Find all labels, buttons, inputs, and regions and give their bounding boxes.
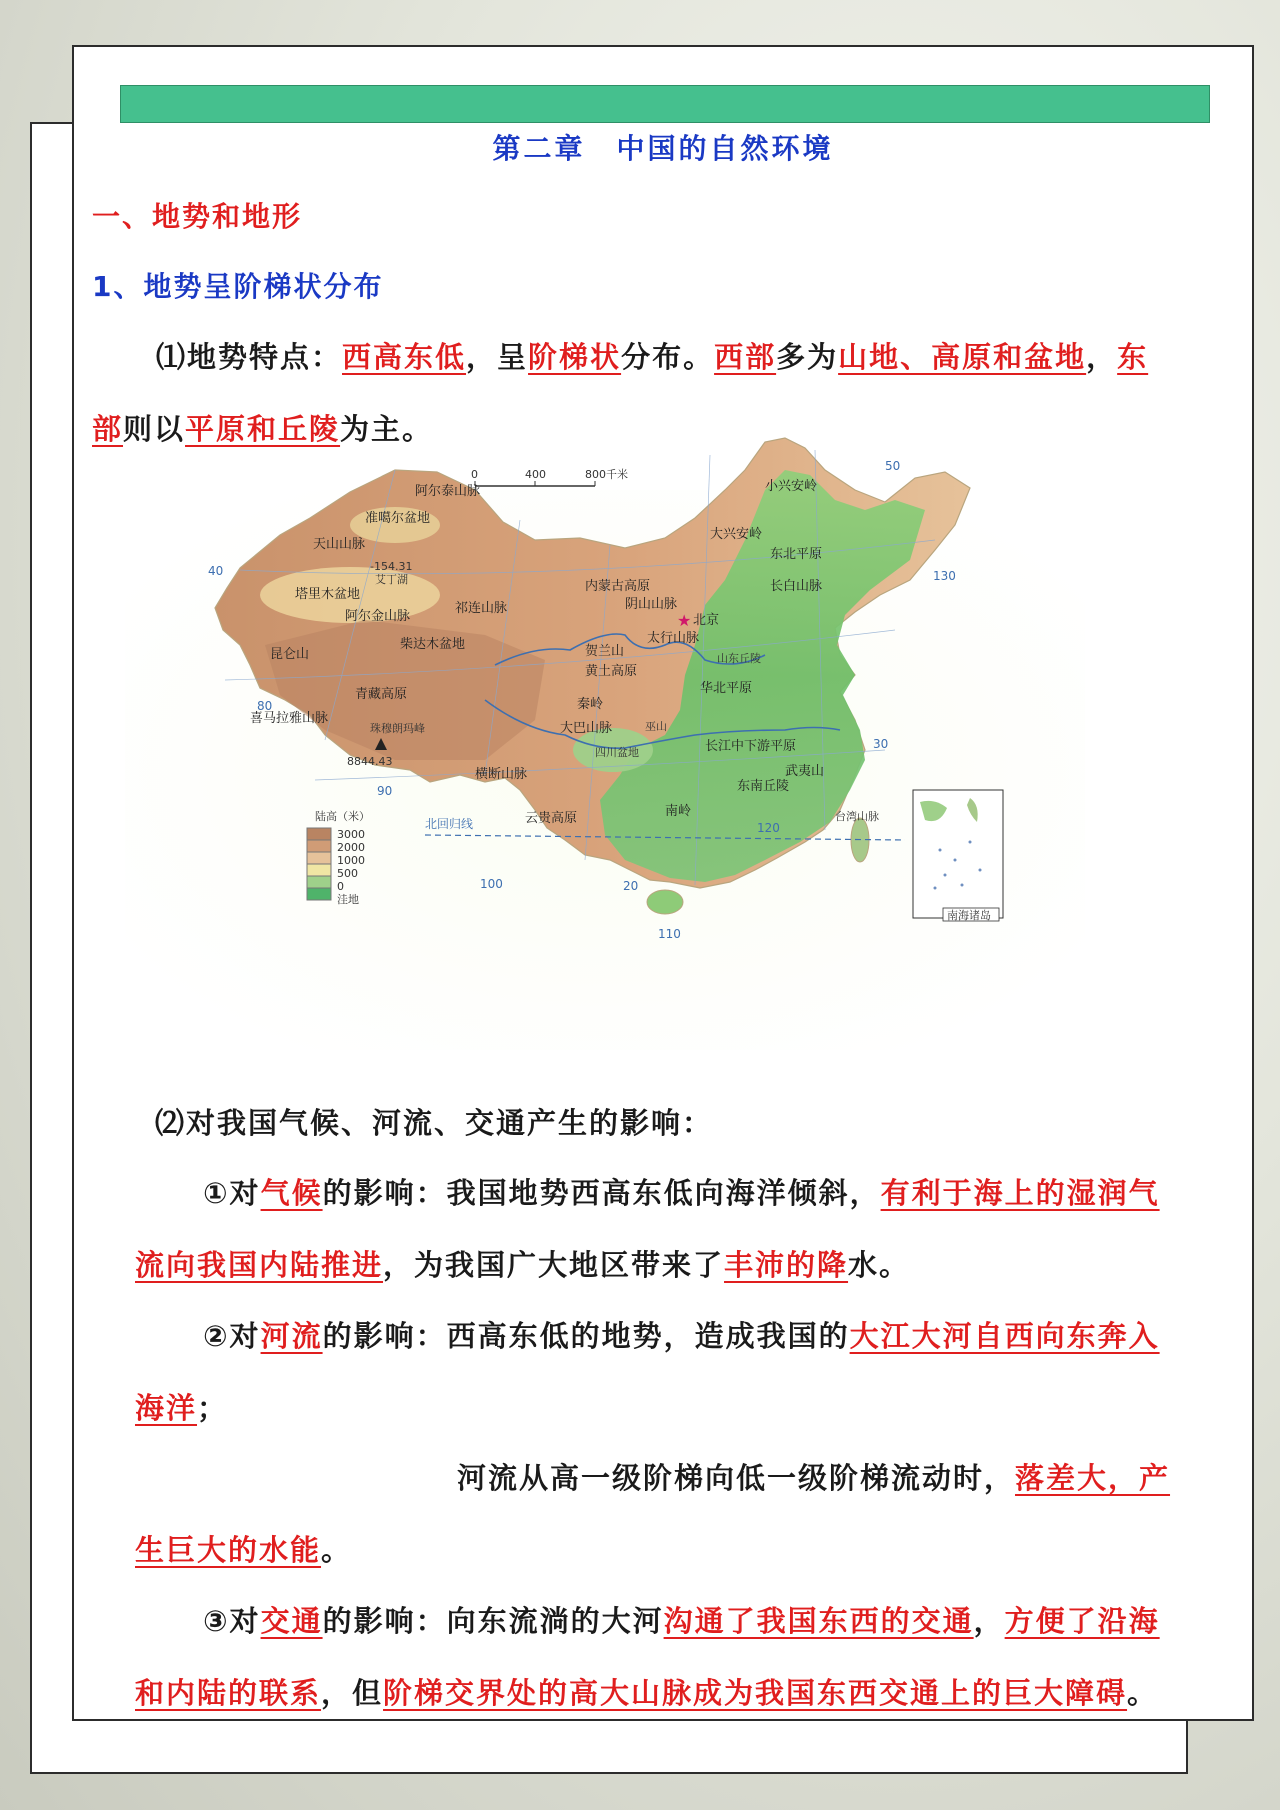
text: ③对 bbox=[203, 1604, 261, 1638]
climate-line-1 bbox=[135, 1157, 1195, 1229]
text: 的影响：我国地势西高东低向海洋倾斜， bbox=[322, 1176, 881, 1210]
label-qilian: 祁连山脉 bbox=[455, 601, 508, 616]
key-mountain-barrier: 阶梯交界处的高大山脉成为我国东西交通上的巨大障碍 bbox=[383, 1676, 1128, 1710]
text: 则以 bbox=[123, 412, 186, 446]
transport-line-1 bbox=[135, 1585, 1195, 1657]
key-moist-air-part2: 流向我国内陆推进 bbox=[135, 1248, 384, 1282]
latitude-label-30: 30 bbox=[873, 737, 889, 751]
scale-label-800: 800千米 bbox=[585, 468, 628, 481]
longitude-label-100: 100 bbox=[480, 877, 503, 891]
label-qinling: 秦岭 bbox=[577, 697, 604, 712]
text: 多为 bbox=[776, 340, 839, 374]
label-dabashan: 大巴山脉 bbox=[560, 721, 613, 736]
label-neimenggu: 内蒙古高原 bbox=[585, 579, 651, 594]
impact-heading bbox=[155, 1087, 713, 1159]
chapter-title: 第二章 中国的自然环境 bbox=[492, 132, 834, 165]
label-himalaya: 喜马拉雅山脉 bbox=[250, 711, 329, 726]
legend-value-depression: 洼地 bbox=[337, 893, 359, 906]
climate-impact-paragraph bbox=[135, 1157, 1195, 1301]
label-qingzang: 青藏高原 bbox=[355, 687, 408, 702]
climate-line-2 bbox=[135, 1229, 1195, 1301]
key-moist-air-part1: 有利于海上的湿润气 bbox=[880, 1176, 1160, 1210]
text: ，但 bbox=[321, 1676, 384, 1710]
label-xiaoxingan: 小兴安岭 bbox=[765, 479, 818, 494]
key-east-part2: 部 bbox=[92, 412, 124, 446]
key-mountains-plateaus: 山地、高原和盆地 bbox=[838, 340, 1087, 374]
hainan-island bbox=[647, 890, 683, 914]
legend-swatch-3000 bbox=[307, 828, 331, 840]
scale-bar bbox=[471, 467, 628, 486]
label-dongnan: 东南丘陵 bbox=[737, 779, 790, 794]
legend-value-3000: 3000 bbox=[337, 828, 365, 841]
label-junggar: 准噶尔盆地 bbox=[365, 511, 431, 526]
key-coast-inland-part1: 方便了沿海 bbox=[1004, 1604, 1160, 1638]
key-east-part1: 东 bbox=[1117, 340, 1149, 374]
key-east-west-link: 沟通了我国东西的交通 bbox=[663, 1604, 974, 1638]
label-shandong: 山东丘陵 bbox=[717, 652, 761, 665]
scale-label-400: 400 bbox=[525, 468, 546, 481]
capital-label: 北京 bbox=[693, 613, 720, 628]
key-rivers-east-part1: 大江大河自西向东奔入 bbox=[849, 1319, 1160, 1353]
scale-label-0: 0 bbox=[471, 468, 478, 481]
river-impact-paragraph bbox=[135, 1300, 1195, 1444]
legend-swatch-1000 bbox=[307, 852, 331, 864]
label-qaidam: 柴达木盆地 bbox=[400, 637, 466, 652]
tropic-label: 北回归线 bbox=[425, 817, 474, 831]
river-line-1 bbox=[135, 1300, 1195, 1372]
text: 。 bbox=[321, 1533, 353, 1567]
latitude-label-40: 40 bbox=[208, 564, 224, 578]
key-rivers-east-part2: 海洋 bbox=[135, 1391, 198, 1425]
longitude-label-120: 120 bbox=[757, 821, 780, 835]
para1-lead: ⑴地势特点： bbox=[156, 340, 343, 374]
label-yungui: 云贵高原 bbox=[525, 811, 578, 826]
label-wuyi: 武夷山 bbox=[785, 764, 825, 779]
label-tarim: 塔里木盆地 bbox=[295, 587, 361, 602]
key-climate: 气候 bbox=[260, 1176, 323, 1210]
legend-value-0: 0 bbox=[337, 880, 344, 893]
text: 为主。 bbox=[340, 412, 434, 446]
legend-swatch-depression bbox=[307, 888, 331, 900]
south-china-sea-inset bbox=[913, 790, 1003, 922]
longitude-label-110: 110 bbox=[658, 927, 681, 941]
hydropower-line-1 bbox=[135, 1442, 1195, 1514]
key-transport: 交通 bbox=[260, 1604, 323, 1638]
text: ，为我国广大地区带来了 bbox=[383, 1248, 725, 1282]
text: 河流从高一级阶梯向低一级阶梯流动时， bbox=[457, 1461, 1016, 1495]
legend-value-500: 500 bbox=[337, 867, 358, 880]
paragraph-line-1 bbox=[92, 321, 1232, 393]
text: ，呈 bbox=[466, 340, 529, 374]
key-west-high-east-low: 西高东低 bbox=[342, 340, 467, 374]
hydropower-line-2 bbox=[135, 1514, 1195, 1586]
label-helan: 贺兰山 bbox=[585, 644, 625, 659]
text: ； bbox=[197, 1391, 229, 1425]
text: 的影响：向东流淌的大河 bbox=[322, 1604, 664, 1638]
longitude-label-90: 90 bbox=[377, 784, 393, 798]
turpan-depth: -154.31 bbox=[370, 560, 413, 573]
label-taihang: 太行山脉 bbox=[647, 631, 700, 646]
everest-height: 8844.43 bbox=[347, 755, 393, 768]
text: 。 bbox=[1127, 1676, 1159, 1710]
key-abundant-rain: 丰沛的降 bbox=[724, 1248, 849, 1282]
latitude-label-20: 20 bbox=[623, 879, 639, 893]
text: 的影响：西高东低的地势，造成我国的 bbox=[322, 1319, 850, 1353]
longitude-label-130: 130 bbox=[933, 569, 956, 583]
key-staircase: 阶梯状 bbox=[528, 340, 622, 374]
label-changjiang: 长江中下游平原 bbox=[705, 739, 797, 754]
label-huabei: 华北平原 bbox=[700, 681, 753, 696]
legend-swatch-500 bbox=[307, 864, 331, 876]
key-drop-part2: 生巨大的水能 bbox=[135, 1533, 322, 1567]
terrain-map-svg bbox=[65, 430, 1115, 1090]
legend-value-2000: 2000 bbox=[337, 841, 365, 854]
key-coast-inland-part2: 和内陆的联系 bbox=[135, 1676, 322, 1710]
header-bar bbox=[120, 85, 1210, 123]
latitude-label-50: 50 bbox=[885, 459, 901, 473]
label-altun: 阿尔金山脉 bbox=[345, 609, 411, 624]
label-daxingan: 大兴安岭 bbox=[710, 527, 763, 542]
label-tianshan: 天山山脉 bbox=[313, 537, 366, 552]
turpan-label: 艾丁湖 bbox=[375, 573, 408, 586]
text: ②对 bbox=[203, 1319, 261, 1353]
label-kunlun: 昆仑山 bbox=[270, 647, 310, 662]
label-altai: 阿尔泰山脉 bbox=[415, 484, 481, 499]
impact-heading-text: ⑵对我国气候、河流、交通产生的影响： bbox=[155, 1106, 714, 1140]
text: ①对 bbox=[203, 1176, 261, 1210]
text: ， bbox=[1086, 340, 1118, 374]
subsection-title: 1、地势呈阶梯状分布 bbox=[92, 270, 384, 303]
river-line-2 bbox=[135, 1372, 1195, 1444]
label-nanling: 南岭 bbox=[665, 804, 692, 819]
everest-name: 珠穆朗玛峰 bbox=[370, 722, 425, 735]
key-drop-part1: 落差大，产 bbox=[1015, 1461, 1171, 1495]
legend-value-1000: 1000 bbox=[337, 854, 365, 867]
label-wushan: 巫山 bbox=[645, 720, 667, 733]
label-sichuan: 四川盆地 bbox=[595, 746, 639, 759]
text: 水。 bbox=[848, 1248, 911, 1282]
hydropower-paragraph bbox=[135, 1442, 1195, 1586]
key-rivers: 河流 bbox=[260, 1319, 323, 1353]
capital-star-icon: ★ bbox=[677, 611, 692, 630]
text: ， bbox=[973, 1604, 1005, 1638]
key-west: 西部 bbox=[714, 340, 777, 374]
legend-swatch-2000 bbox=[307, 840, 331, 852]
key-plains-hills: 平原和丘陵 bbox=[185, 412, 341, 446]
text: 分布。 bbox=[621, 340, 715, 374]
legend-swatch-0 bbox=[307, 876, 331, 888]
label-taiwan: 台湾山脉 bbox=[835, 810, 879, 823]
section-title: 一、地势和地形 bbox=[92, 200, 303, 233]
label-changbai: 长白山脉 bbox=[770, 579, 823, 594]
transport-impact-paragraph bbox=[135, 1585, 1195, 1729]
label-yinshan: 阴山山脉 bbox=[625, 597, 678, 612]
longitude-label-80: 80 bbox=[257, 699, 273, 713]
transport-line-2 bbox=[135, 1657, 1195, 1729]
label-dongbei: 东北平原 bbox=[770, 547, 823, 562]
china-terrain-map bbox=[65, 430, 1115, 1090]
label-hengduan: 横断山脉 bbox=[475, 767, 528, 782]
inset-title: 南海诸岛 bbox=[947, 909, 991, 922]
label-huangtu: 黄土高原 bbox=[585, 664, 638, 679]
legend-title: 陆高（米） bbox=[315, 810, 370, 823]
